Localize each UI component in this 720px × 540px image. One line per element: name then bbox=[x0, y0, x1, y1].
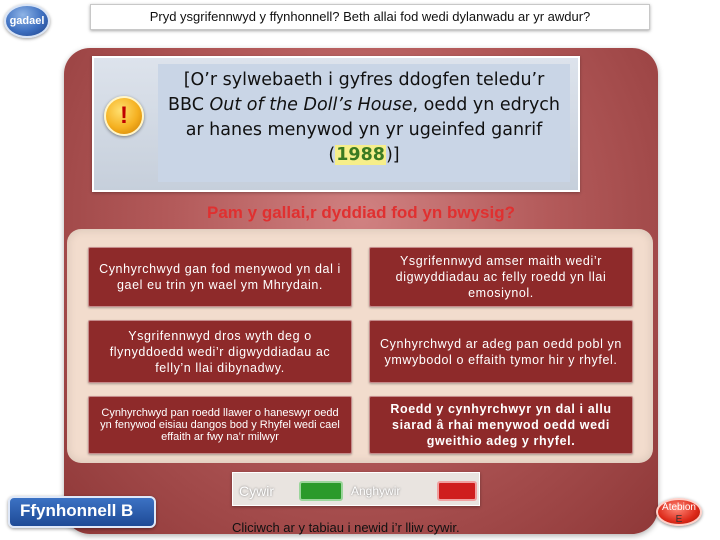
quote-line-2-prefix: BBC bbox=[167, 95, 210, 115]
correct-label: Cywir bbox=[239, 483, 274, 499]
source-quote-inner bbox=[158, 64, 570, 182]
exit-button[interactable]: gadael bbox=[4, 4, 50, 38]
source-quote-text bbox=[158, 68, 570, 168]
quote-line-4 bbox=[158, 143, 570, 168]
instructions-text: Cliciwch ar y tabiau i newid i’r lliw cywir. bbox=[232, 520, 460, 535]
option-tab-4[interactable] bbox=[369, 320, 633, 383]
correct-swatch bbox=[299, 481, 343, 501]
option-tab-1[interactable] bbox=[88, 247, 352, 307]
wrong-label: Anghywir bbox=[351, 484, 401, 498]
source-year: 1988 bbox=[336, 145, 385, 165]
option-text: Roedd y cynhyrchwyr yn dal i allu siarad â rhai menywod oedd wedi gweithio adeg y rhyfel. bbox=[390, 402, 612, 448]
option-text: Ysgrifennwyd dros wyth deg o flynyddoedd wedi’r digwyddiadau ac felly’n llai dibynadwy. bbox=[109, 328, 331, 375]
option-tab-6[interactable] bbox=[369, 396, 633, 454]
source-quote-box bbox=[92, 56, 580, 192]
year-open: ( bbox=[328, 145, 336, 165]
quote-line-2-suffix: , oedd yn edrych bbox=[412, 95, 561, 115]
answers-label: Atebion bbox=[662, 502, 696, 513]
answers-icon: E bbox=[675, 514, 683, 525]
quote-line-3: ar hanes menywod yn yr ugeinfed ganrif bbox=[185, 120, 543, 140]
option-text: Cynhyrchwyd pan roedd llawer o haneswyr oedd yn fenywod eisiau dangos bod y Rhyfel wedi cael effaith ar fwy na’r milwyr bbox=[100, 407, 340, 443]
option-tab-3[interactable] bbox=[88, 320, 352, 383]
question-heading: Pam y gallai,r dyddiad fod yn bwysig? bbox=[207, 203, 515, 222]
page-title: Pryd ysgrifennwyd y ffynhonnell? Beth allai fod wedi dylanwadu ar yr awdur? bbox=[90, 4, 650, 30]
year-close: )] bbox=[385, 145, 400, 165]
source-label: Ffynhonnell B bbox=[8, 496, 156, 528]
quote-line-2 bbox=[158, 93, 570, 118]
programme-title: Out of the Doll’s House bbox=[209, 95, 413, 115]
wrong-swatch bbox=[437, 481, 477, 501]
quote-line-1: [O’r sylwebaeth i gyfres ddogfen teledu’r bbox=[183, 70, 545, 90]
option-text: Cynhyrchwyd ar adeg pan oedd pobl yn ymwybodol o effaith tymor hir y rhyfel. bbox=[380, 336, 622, 367]
exclamation-icon: ! bbox=[104, 96, 144, 136]
answers-button[interactable] bbox=[656, 498, 702, 526]
option-tab-5[interactable] bbox=[88, 396, 352, 454]
colour-legend bbox=[232, 472, 480, 506]
option-text: Cynhyrchwyd gan fod menywod yn dal i gael eu trin yn wael ym Mhrydain. bbox=[99, 262, 341, 292]
option-text: Ysgrifennwyd amser maith wedi’r digwyddiadau ac felly roedd yn llai emosiynol. bbox=[395, 254, 607, 300]
option-tab-2[interactable] bbox=[369, 247, 633, 307]
